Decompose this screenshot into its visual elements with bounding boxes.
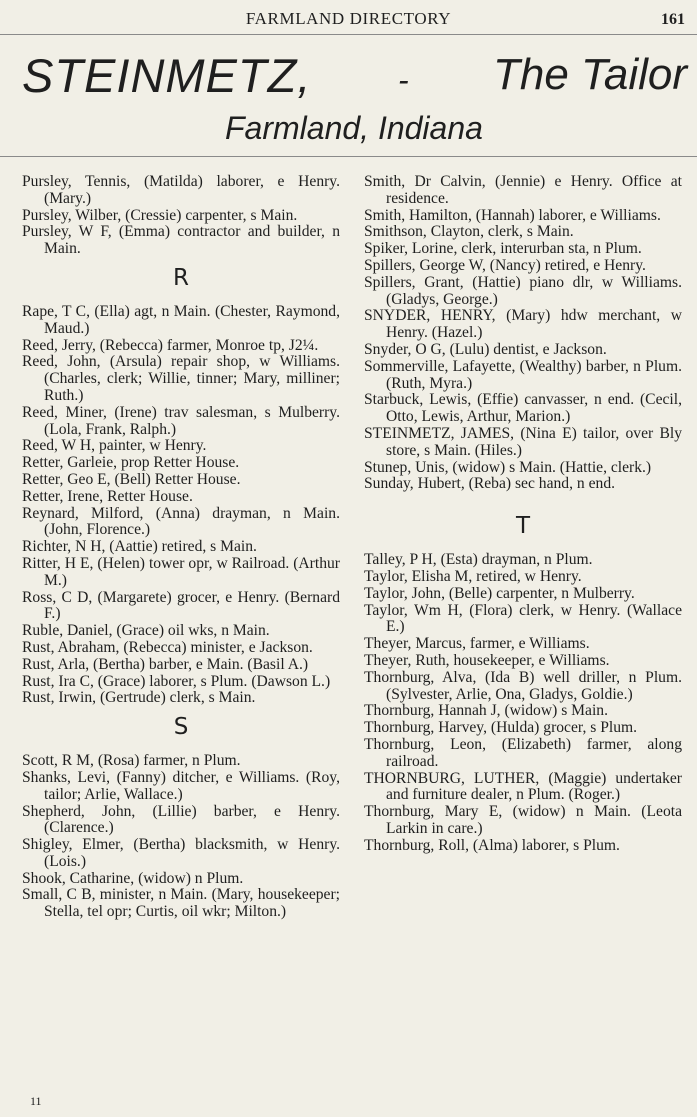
directory-entry: Reed, John, (Arsula) repair shop, w Williams. (Charles, clerk; Willie, tinner; Mary, milliner; Ruth.)	[22, 353, 340, 404]
directory-entry: Sommerville, Lafayette, (Wealthy) barber, n Plum. (Ruth, Myra.)	[364, 357, 682, 392]
directory-entry: Rust, Irwin, (Gertrude) clerk, s Main.	[22, 689, 256, 707]
directory-entry: Ruble, Daniel, (Grace) oil wks, n Main.	[22, 622, 270, 640]
directory-entry: Taylor, Elisha M, retired, w Henry.	[364, 567, 582, 585]
directory-entry: Talley, P H, (Esta) drayman, n Plum.	[364, 551, 593, 569]
directory-entry: Thornburg, Leon, (Elizabeth) farmer, along railroad.	[364, 735, 682, 770]
section-letter-r: R	[173, 264, 189, 291]
directory-entry: Thornburg, Harvey, (Hulda) grocer, s Plum.	[364, 719, 638, 737]
ad-dash: -	[398, 62, 409, 98]
directory-entry: Shook, Catharine, (widow) n Plum.	[22, 869, 244, 887]
directory-entry: Pursley, Wilber, (Cressie) carpenter, s Main.	[22, 206, 298, 224]
directory-entry: Scott, R M, (Rosa) farmer, n Plum.	[22, 752, 241, 770]
directory-entry: Reed, Miner, (Irene) trav salesman, s Mulberry. (Lola, Frank, Ralph.)	[22, 403, 340, 438]
directory-entry: Spillers, Grant, (Hattie) piano dlr, w Williams. (Gladys, George.)	[364, 273, 682, 308]
directory-entry: Smith, Dr Calvin, (Jennie) e Henry. Office at residence.	[364, 173, 682, 207]
directory-entry: Smith, Hamilton, (Hannah) laborer, e Williams.	[364, 206, 661, 224]
directory-entry: Shigley, Elmer, (Bertha) blacksmith, w Henry. (Lois.)	[22, 836, 340, 870]
directory-entry: Rape, T C, (Ella) agt, n Main. (Chester, Raymond, Maud.)	[22, 302, 340, 337]
directory-entry: Thornburg, Alva, (Ida B) well driller, n Plum. (Sylvester, Arlie, Ona, Gladys, Goldie.)	[364, 668, 682, 703]
directory-entry: SNYDER, HENRY, (Mary) hdw merchant, w Henry. (Hazel.)	[364, 307, 682, 342]
directory-entry: Small, C B, minister, n Main. (Mary, housekeeper; Stella, tel opr; Curtis, oil wkr; Milton.)	[22, 886, 340, 921]
directory-entry: Thornburg, Mary E, (widow) n Main. (Leota Larkin in care.)	[364, 803, 682, 837]
tailor-advertisement	[0, 40, 697, 157]
directory-entry: Rust, Ira C, (Grace) laborer, s Plum. (Dawson L.)	[22, 672, 331, 690]
ad-name: STEINMETZ,	[22, 49, 312, 102]
directory-entry: Rust, Abraham, (Rebecca) minister, e Jackson.	[22, 638, 313, 656]
directory-entry: STEINMETZ, JAMES, (Nina E) tailor, over Bly store, s Main. (Hiles.)	[364, 424, 682, 459]
directory-entry: Ross, C D, (Margarete) grocer, e Henry. (Bernard F.)	[22, 588, 340, 623]
directory-entry: Taylor, Wm H, (Flora) clerk, w Henry. (Wallace E.)	[364, 601, 682, 636]
directory-entry: Spillers, George W, (Nancy) retired, e Henry.	[364, 256, 646, 274]
directory-entry: Theyer, Marcus, farmer, e Williams.	[364, 635, 590, 653]
directory-entry: Retter, Irene, Retter House.	[22, 487, 193, 505]
directory-entry: Richter, N H, (Aattie) retired, s Main.	[22, 538, 257, 556]
section-letter-s: S	[173, 714, 189, 741]
directory-entry: Taylor, John, (Belle) carpenter, n Mulberry.	[364, 584, 635, 602]
directory-entry: Reed, W H, painter, w Henry.	[22, 437, 207, 455]
directory-entry: Retter, Geo E, (Bell) Retter House.	[22, 470, 241, 488]
p-entries	[22, 174, 340, 258]
directory-entry: Retter, Garleie, prop Retter House.	[22, 454, 240, 472]
directory-entry: Reed, Jerry, (Rebecca) farmer, Monroe tp, J2¼.	[22, 336, 319, 354]
directory-entry: Rust, Arla, (Bertha) barber, e Main. (Basil A.)	[22, 655, 309, 673]
directory-entry: Shanks, Levi, (Fanny) ditcher, e Williams. (Roy, tailor; Arlie, Wallace.)	[22, 768, 340, 803]
ad-tagline: The Tailor	[492, 50, 687, 99]
left-column	[22, 174, 340, 921]
r-entries	[22, 304, 340, 707]
directory-title: FARMLAND DIRECTORY	[245, 9, 452, 28]
directory-entry: Pursley, Tennis, (Matilda) laborer, e Henry. (Mary.)	[22, 173, 340, 207]
directory-entry: Starbuck, Lewis, (Effie) canvasser, n end. (Cecil, Otto, Lewis, Arthur, Marion.)	[364, 391, 682, 426]
right-column	[364, 174, 682, 854]
directory-entry: Sunday, Hubert, (Reba) sec hand, n end.	[364, 475, 616, 493]
directory-entry: Shepherd, John, (Lillie) barber, e Henry. (Clarence.)	[22, 802, 340, 837]
directory-entry: Snyder, O G, (Lulu) dentist, e Jackson.	[364, 340, 607, 358]
s-entries-right	[364, 174, 682, 493]
directory-entry: Ritter, H E, (Helen) tower opr, w Railroad. (Arthur M.)	[22, 554, 340, 589]
directory-entry: Theyer, Ruth, housekeeper, e Williams.	[364, 651, 610, 669]
page-number: 161	[661, 11, 685, 28]
page-header	[0, 0, 697, 35]
directory-entry: Thornburg, Roll, (Alma) laborer, s Plum.	[364, 836, 620, 854]
section-letter-t: T	[515, 513, 531, 540]
directory-entry: Thornburg, Hannah J, (widow) s Main.	[364, 702, 608, 720]
directory-entry: Reynard, Milford, (Anna) drayman, n Main. (John, Florence.)	[22, 504, 340, 539]
directory-entry: Spiker, Lorine, clerk, interurban sta, n Plum.	[364, 240, 642, 258]
directory-entry: Smithson, Clayton, clerk, s Main.	[364, 223, 574, 241]
directory-entry: Pursley, W F, (Emma) contractor and builder, n Main.	[22, 223, 340, 258]
page-signature: 11	[30, 1094, 42, 1108]
directory-entry: THORNBURG, LUTHER, (Maggie) undertaker and furniture dealer, n Plum. (Roger.)	[364, 769, 682, 804]
directory-entry: Stunep, Unis, (widow) s Main. (Hattie, clerk.)	[364, 458, 652, 476]
t-entries	[364, 552, 682, 854]
ad-location: Farmland, Indiana	[225, 110, 483, 146]
s-entries-left	[22, 753, 340, 921]
